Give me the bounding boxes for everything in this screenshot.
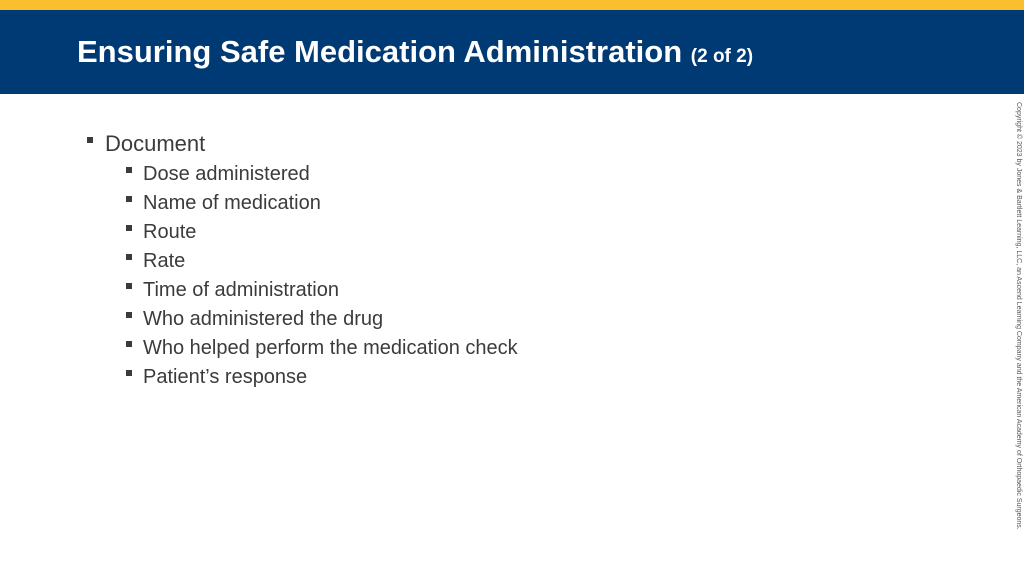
square-bullet-icon	[126, 196, 132, 202]
accent-strip	[0, 0, 1024, 10]
list-item	[125, 276, 966, 305]
square-bullet-icon	[126, 283, 132, 289]
list-item	[125, 305, 966, 334]
list-item	[125, 189, 966, 218]
square-bullet-icon	[126, 254, 132, 260]
bullet-label: Document	[105, 131, 206, 156]
list-item-text: Rate	[143, 250, 186, 272]
list-item	[125, 247, 966, 276]
square-bullet-icon	[87, 137, 93, 143]
list-item	[125, 334, 966, 363]
slide-title	[77, 33, 753, 76]
square-bullet-icon	[126, 167, 132, 173]
slide-title-text: Ensuring Safe Medication Administration	[77, 34, 683, 69]
list-item-text: Who helped perform the medication check	[143, 337, 518, 359]
document-sub-list	[86, 160, 966, 392]
copyright-text: Copyright © 2023 by Jones & Bartlett Learning, LLC, an Ascend Learning Company and the American Academy of Orthopaedic Surgeons.	[1015, 102, 1022, 530]
square-bullet-icon	[126, 312, 132, 318]
square-bullet-icon	[126, 341, 132, 347]
slide-content	[86, 130, 966, 392]
list-item-text: Route	[143, 221, 197, 243]
list-item	[125, 218, 966, 247]
bullet-document	[86, 130, 966, 158]
list-item-text: Dose administered	[143, 163, 310, 185]
copyright-notice	[1013, 102, 1023, 552]
list-item	[125, 160, 966, 189]
slide-title-suffix: (2 of 2)	[690, 46, 754, 67]
square-bullet-icon	[126, 225, 132, 231]
square-bullet-icon	[126, 370, 132, 376]
list-item-text: Time of administration	[143, 279, 339, 301]
list-item	[125, 363, 966, 392]
list-item-text: Name of medication	[143, 192, 321, 214]
list-item-text: Who administered the drug	[143, 308, 384, 330]
list-item-text: Patient’s response	[143, 366, 308, 388]
